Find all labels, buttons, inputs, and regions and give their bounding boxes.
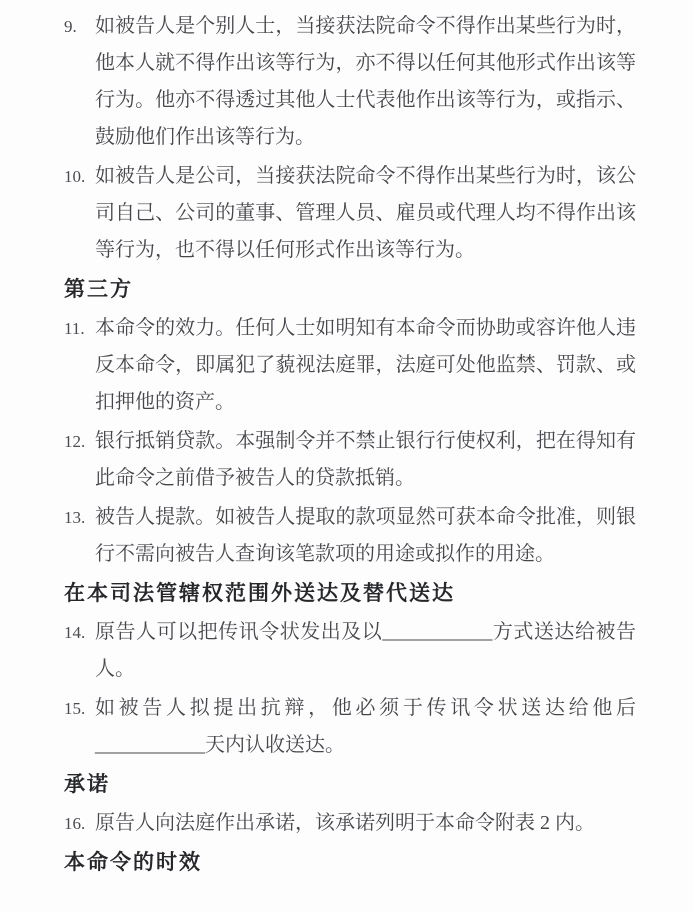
list-item-9: [64, 8, 636, 156]
item-number: 11.: [64, 319, 85, 338]
heading-service-outside-jurisdiction: 在本司法管辖权范围外送达及替代送达: [64, 581, 455, 605]
item-number: 9.: [64, 17, 77, 36]
item-text: 如被告人是个别人士，当接获法院命令不得作出某些行为时，他本人就不得作出该等行为，亦不得以任何其他形式作出该等行为。他亦不得透过其他人士代表他作出该等行为，或指示、鼓励他们作出该等行为。: [95, 15, 636, 148]
list-item-12: [64, 423, 636, 497]
item-number: 13.: [64, 508, 86, 527]
heading-duration-of-order: 本命令的时效: [64, 850, 202, 874]
heading-undertakings: 承诺: [64, 772, 110, 796]
item-number: 16.: [64, 814, 86, 833]
item-number: 14.: [64, 623, 86, 642]
item-number: 15.: [64, 699, 86, 718]
list-item-16: [64, 805, 636, 842]
item-text: 如被告人是公司，当接获法院命令不得作出某些行为时，该公司自己、公司的董事、管理人员、雇员或代理人均不得作出该等行为，也不得以任何形式作出该等行为。: [95, 165, 636, 261]
list-item-14: [64, 614, 636, 688]
item-text: 银行抵销贷款。本强制令并不禁止银行行使权利，把在得知有此命令之前借予被告人的贷款抵销。: [95, 430, 636, 489]
item-text: 本命令的效力。任何人士如明知有本命令而协助或容许他人违反本命令，即属犯了藐视法庭罪，法庭可处他监禁、罚款、或扣押他的资产。: [95, 317, 636, 413]
document-body: [64, 8, 636, 883]
list-item-13: [64, 499, 636, 573]
list-item-15: [64, 690, 636, 764]
list-item-10: [64, 158, 636, 269]
heading-third-party: 第三方: [64, 277, 133, 301]
item-number: 12.: [64, 432, 86, 451]
item-text: 原告人向法庭作出承诺，该承诺列明于本命令附表 2 内。: [95, 812, 595, 834]
item-text: 被告人提款。如被告人提取的款项显然可获本命令批准，则银行不需向被告人查询该笔款项的用途或拟作的用途。: [95, 506, 636, 565]
list-item-11: [64, 310, 636, 421]
item-text: 如被告人拟提出抗辩，他必须于传讯令状送达给他后___________天内认收送达。: [95, 697, 636, 756]
item-number: 10.: [64, 167, 86, 186]
item-text: 原告人可以把传讯令状发出及以___________方式送达给被告人。: [95, 621, 636, 680]
